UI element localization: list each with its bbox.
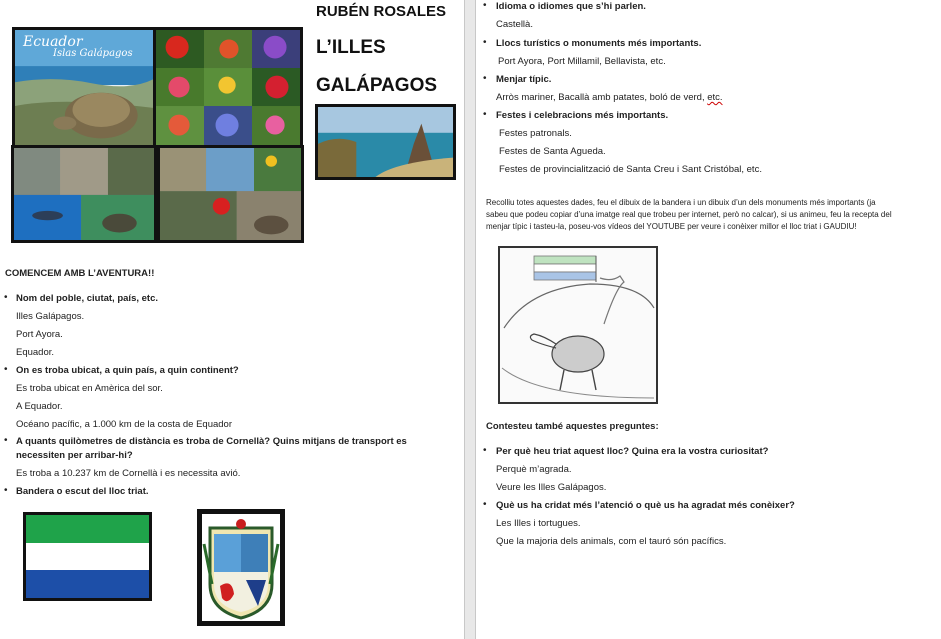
answer-line: Port Ayora, Port Millamil, Bellavista, etc. xyxy=(498,56,666,67)
question-flag: Bandera o escut del lloc triat. xyxy=(16,486,149,497)
author-name: RUBÉN ROSALES xyxy=(316,3,447,20)
answer-line: Es troba ubicat en Amèrica del sor. xyxy=(16,383,163,394)
bullet-icon: • xyxy=(4,435,8,446)
question-distance: A quants quilòmetres de distància es troba de Cornellà? Quins mitjans de transport es xyxy=(16,436,407,447)
left-page xyxy=(0,0,464,639)
photo-pinnacle-rock xyxy=(315,104,456,180)
question-distance-cont: necessiten per arribar-hi? xyxy=(16,450,133,461)
ecuador-caption: Ecuador xyxy=(23,34,83,50)
photo-ecuador-tortoise xyxy=(12,27,156,148)
intro-heading: COMENCEM AMB L’AVENTURA!! xyxy=(5,268,155,279)
marine-animals-image xyxy=(14,148,154,240)
answer-line: Océano pacífic, a 1.000 km de la costa de Equador xyxy=(16,419,232,430)
bullet-icon: • xyxy=(483,73,487,84)
food-answer-etc: etc. xyxy=(707,92,723,103)
galapagos-caption: Islas Galápagos xyxy=(53,48,133,59)
bullet-icon: • xyxy=(4,292,8,303)
question-food: Menjar típic. xyxy=(496,74,552,85)
question-most-liked: Què us ha cridat més l’atenció o què us ha agradat més conèixer? xyxy=(496,500,795,511)
food-answer: Arròs mariner, Bacallà amb patates, boló de verd, xyxy=(496,92,705,103)
question-why-chosen: Per què heu triat aquest lloc? Quina era la vostra curiositat? xyxy=(496,446,769,457)
instructions-line: menjar típic i tasteu-la, poseu-vos vídeos del YOUTUBE per veure i conèixer millor el lloc triat i GAUDIU! xyxy=(486,222,857,231)
answer-line: Festes patronals. xyxy=(499,128,572,139)
flag-stripe-blue xyxy=(26,570,149,598)
answer-line: Perquè m’agrada. xyxy=(496,464,572,475)
question-festivals: Festes i celebracions més importants. xyxy=(496,110,669,121)
photo-flowers xyxy=(153,27,303,148)
answer-line: Equador. xyxy=(16,347,55,358)
answer-line: Castellà. xyxy=(496,19,533,30)
photo-marine-animals xyxy=(11,145,157,243)
bullet-icon: • xyxy=(483,109,487,120)
question-place-name: Nom del poble, ciutat, país, etc. xyxy=(16,293,158,304)
tortoise-drawing xyxy=(498,246,658,404)
answer-line: Festes de Santa Agueda. xyxy=(499,146,606,157)
answer-line: Port Ayora. xyxy=(16,329,63,340)
birds-image xyxy=(160,148,301,240)
page-title-line1: L’ILLES xyxy=(316,37,386,58)
bullet-icon: • xyxy=(483,499,487,510)
answer-line xyxy=(496,92,723,103)
question-location: On es troba ubicat, a quin país, a quin continent? xyxy=(16,365,239,376)
bullet-icon: • xyxy=(483,37,487,48)
coat-of-arms-image xyxy=(202,514,280,621)
coat-of-arms xyxy=(197,509,285,626)
drawing-image xyxy=(500,248,656,402)
answer-line: A Equador. xyxy=(16,401,63,412)
answer-line: Les Illes i tortugues. xyxy=(496,518,581,529)
answer-line: Illes Galápagos. xyxy=(16,311,85,322)
questions-heading: Contesteu també aquestes preguntes: xyxy=(486,421,659,432)
answer-line: Es troba a 10.237 km de Cornellà i es necessita avió. xyxy=(16,468,241,479)
answer-line: Festes de provincialització de Santa Creu i Sant Cristóbal, etc. xyxy=(499,164,762,175)
bullet-icon: • xyxy=(483,445,487,456)
landscape-image xyxy=(318,107,453,177)
galapagos-flag xyxy=(23,512,152,601)
photo-birds-wildlife xyxy=(157,145,304,243)
instructions-line: sabeu que podeu copiar d’una imatge real que trobeu per internet, però no calcar), si us animeu, feu la recepta del xyxy=(486,210,892,219)
bullet-icon: • xyxy=(4,485,8,496)
flag-stripe-white xyxy=(26,543,149,571)
page-title-line2: GALÁPAGOS xyxy=(316,75,438,96)
instructions-line: Recolliu totes aquestes dades, feu el dibuix de la bandera i un dibuix d’un dels monuments més importants (ja xyxy=(486,198,876,207)
bullet-icon: • xyxy=(4,364,8,375)
question-languages: Idioma o idiomes que s’hi parlen. xyxy=(496,1,646,12)
question-monuments: Llocs turístics o monuments més importants. xyxy=(496,38,702,49)
flag-stripe-green xyxy=(26,515,149,543)
right-page xyxy=(476,0,941,639)
page-gutter xyxy=(464,0,476,639)
flowers-image xyxy=(156,30,300,145)
bullet-icon: • xyxy=(483,0,487,11)
answer-line: Que la majoria dels animals, com el tauró són pacífics. xyxy=(496,536,727,547)
answer-line: Veure les Illes Galápagos. xyxy=(496,482,607,493)
